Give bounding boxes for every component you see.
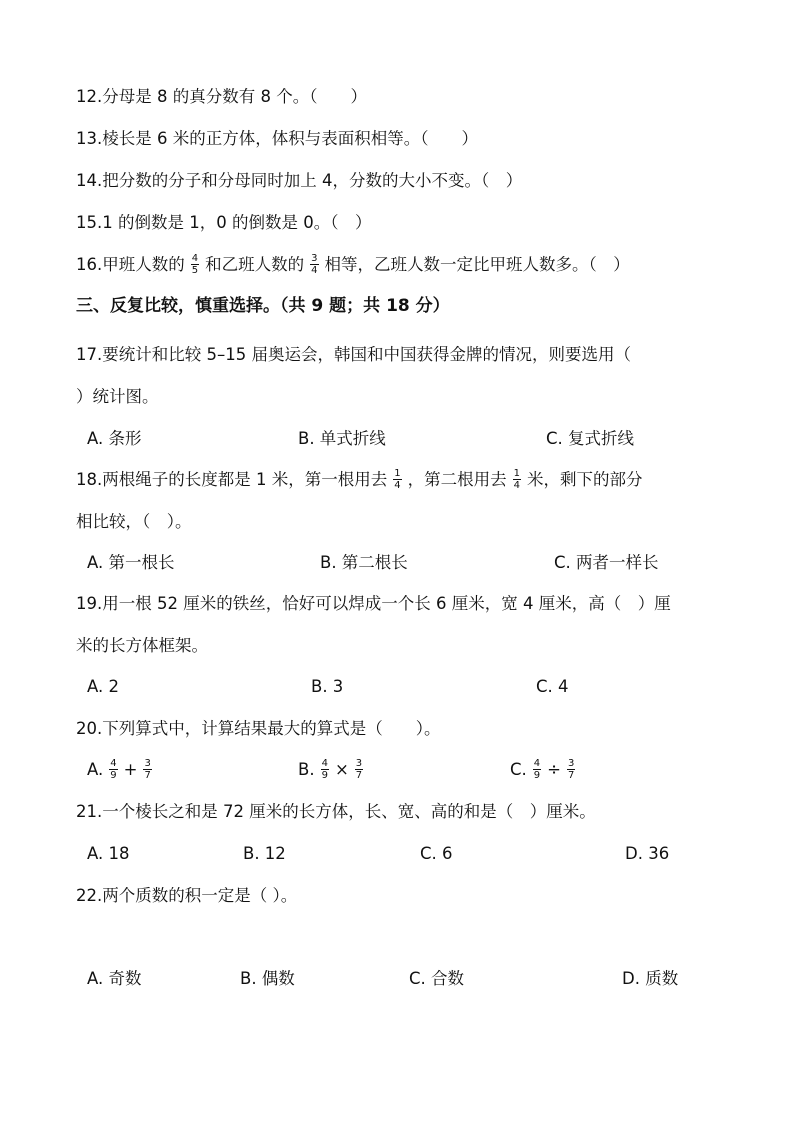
option-fraction-a [109, 758, 117, 781]
question-17-line-2: ）统计图。 [76, 387, 159, 406]
q18-fraction-2 [513, 468, 521, 491]
fraction-denominator: 9 [321, 770, 328, 781]
option-fraction-b [355, 758, 363, 781]
q17-option-a: A. 条形 [87, 429, 142, 448]
option-fraction-a [533, 758, 541, 781]
question-13: 13.棱长是 6 米的正方体，体积与表面积相等。（ ） [76, 129, 478, 148]
question-15: 15.1 的倒数是 1，0 的倒数是 0。（ ） [76, 213, 372, 232]
fraction-denominator: 4 [311, 265, 318, 276]
q20-option-a [87, 758, 158, 782]
question-18-line-2: 相比较，（ ）。 [76, 512, 192, 531]
q21-option-c: C. 6 [420, 844, 453, 863]
q18-part3: 米，剩下的部分 [526, 470, 643, 489]
q19-option-a: A. 2 [87, 677, 119, 696]
q21-option-b: B. 12 [243, 844, 286, 863]
question-12: 12.分母是 8 的真分数有 8 个。（ ） [76, 87, 367, 106]
question-19-line-1: 19.用一根 52 厘米的铁丝，恰好可以焊成一个长 6 厘米，宽 4 厘米，高（ ）厘 [76, 594, 671, 613]
question-14: 14.把分数的分子和分母同时加上 4，分数的大小不变。（ ） [76, 171, 523, 190]
q22-option-b: B. 偶数 [240, 969, 295, 988]
q18-fraction-1 [393, 468, 401, 491]
q18-option-a: A. 第一根长 [87, 553, 175, 572]
fraction-numerator: 4 [533, 758, 541, 769]
q18-part1: 18.两根绳子的长度都是 1 米，第一根用去 [76, 470, 388, 489]
fraction-denominator: 7 [144, 770, 151, 781]
question-20: 20.下列算式中，计算结果最大的算式是（ ）。 [76, 719, 441, 738]
fraction-denominator: 7 [355, 770, 363, 781]
question-19-line-2: 米的长方体框架。 [76, 636, 208, 655]
question-22: 22.两个质数的积一定是（ ）。 [76, 886, 298, 905]
fraction-denominator: 9 [110, 770, 117, 781]
question-17-line-1: 17.要统计和比较 5–15 届奥运会，韩国和中国获得金牌的情况，则要选用（ [76, 345, 631, 364]
q18-option-b: B. 第二根长 [320, 553, 408, 572]
q22-option-c: C. 合数 [409, 969, 465, 988]
q16-fraction-2 [310, 253, 318, 276]
q21-option-a: A. 18 [87, 844, 130, 863]
q22-option-d: D. 质数 [622, 969, 679, 988]
question-16 [76, 253, 630, 277]
option-fraction-b [567, 758, 575, 781]
q17-option-b: B. 单式折线 [298, 429, 386, 448]
option-label: B. [298, 760, 315, 779]
fraction-numerator: 3 [567, 758, 575, 769]
q16-part3: 相等，乙班人数一定比甲班人数多。（ ） [324, 255, 630, 274]
q19-option-c: C. 4 [536, 677, 569, 696]
question-21: 21.一个棱长之和是 72 厘米的长方体，长、宽、高的和是（ ）厘米。 [76, 802, 596, 821]
option-label: C. [510, 760, 527, 779]
fraction-denominator: 4 [394, 480, 401, 491]
operator: × [334, 760, 349, 779]
q18-part2: ，第二根用去 [407, 470, 507, 489]
q17-option-c: C. 复式折线 [546, 429, 635, 448]
q22-option-a: A. 奇数 [87, 969, 142, 988]
fraction-numerator: 1 [394, 468, 401, 479]
fraction-denominator: 9 [533, 770, 541, 781]
q20-option-b [298, 758, 369, 782]
option-label: A. [87, 760, 104, 779]
fraction-numerator: 3 [355, 758, 363, 769]
option-fraction-a [321, 758, 329, 781]
fraction-numerator: 4 [321, 758, 328, 769]
fraction-denominator: 7 [567, 770, 575, 781]
q16-part1: 16.甲班人数的 [76, 255, 185, 274]
fraction-numerator: 3 [311, 253, 318, 264]
q21-option-d: D. 36 [625, 844, 670, 863]
section-3-title: 三、反复比较，慎重选择。（共 9 题；共 18 分） [76, 296, 450, 316]
q20-option-c [510, 758, 581, 782]
fraction-numerator: 3 [144, 758, 151, 769]
fraction-numerator: 4 [191, 253, 199, 264]
fraction-denominator: 4 [513, 480, 520, 491]
fraction-numerator: 1 [513, 468, 520, 479]
q16-fraction-1 [191, 253, 199, 276]
fraction-denominator: 5 [191, 265, 199, 276]
option-fraction-b [143, 758, 151, 781]
q18-option-c: C. 两者一样长 [554, 553, 659, 572]
fraction-numerator: 4 [110, 758, 117, 769]
question-18-line-1 [76, 468, 642, 492]
q16-part2: 和乙班人数的 [205, 255, 305, 274]
q19-option-b: B. 3 [311, 677, 344, 696]
operator: + [123, 760, 138, 779]
operator: ÷ [547, 760, 561, 779]
